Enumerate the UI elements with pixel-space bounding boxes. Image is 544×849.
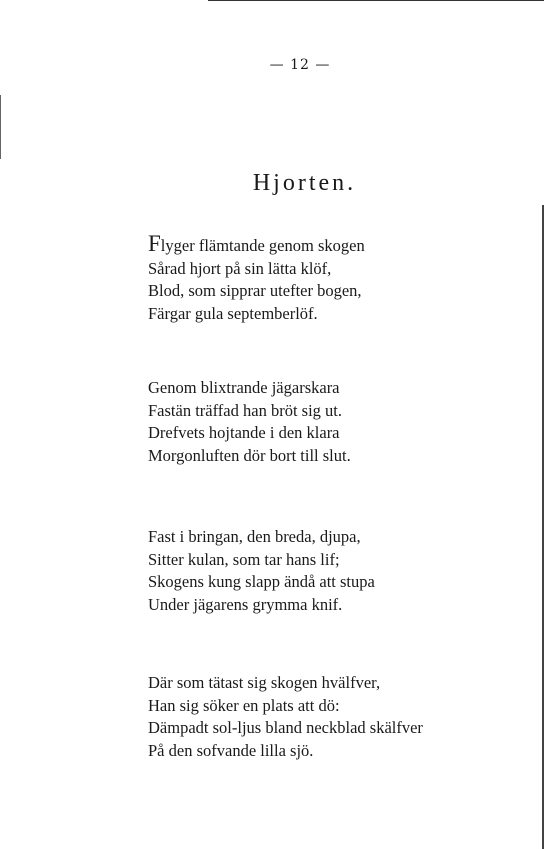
poem-line: Drefvets hojtande i den klara — [148, 423, 340, 442]
page-number: — 12 — — [269, 57, 331, 73]
poem-line: Under jägarens grymma knif. — [148, 594, 343, 614]
poem-line: Fastän träffad han bröt sig ut. — [148, 400, 342, 420]
poem-line: Sårad hjort på sin lätta klöf, — [148, 258, 332, 278]
poem-line: På den sofvande lilla sjö. — [148, 740, 314, 760]
stanza-3 — [148, 526, 375, 616]
poem-title: Hjorten. — [252, 170, 357, 196]
poem-line: Där som tätast sig skogen hvälfver, — [148, 673, 381, 692]
poem-line: Han sig söker en plats att dö: — [148, 695, 340, 715]
poem-line: Sitter kulan, som tar hans lif; — [148, 549, 340, 569]
stanza-2 — [148, 377, 351, 467]
stanza-4 — [148, 672, 423, 762]
poem-line: Fast i bringan, den breda, djupa, — [148, 527, 361, 546]
poem-line: Färgar gula septemberlöf. — [148, 303, 318, 323]
stanza-1 — [148, 233, 365, 325]
poem-line — [148, 233, 365, 258]
first-line-text: lyger flämtande genom skogen — [160, 236, 365, 255]
poem-line: Genom blixtrande jägarskara — [148, 378, 340, 397]
poem-line: Skogens kung slapp ändå att stupa — [148, 572, 375, 591]
poem-line: Dämpadt sol-ljus bland neckblad skälfver — [148, 718, 423, 737]
poem-line: Morgonluften dör bort till slut. — [148, 445, 351, 465]
page-left-edge — [0, 95, 1, 159]
drop-initial: F — [148, 231, 161, 256]
poem-line: Blod, som sipprar utefter bogen, — [148, 281, 362, 300]
page-top-edge — [208, 0, 544, 1]
